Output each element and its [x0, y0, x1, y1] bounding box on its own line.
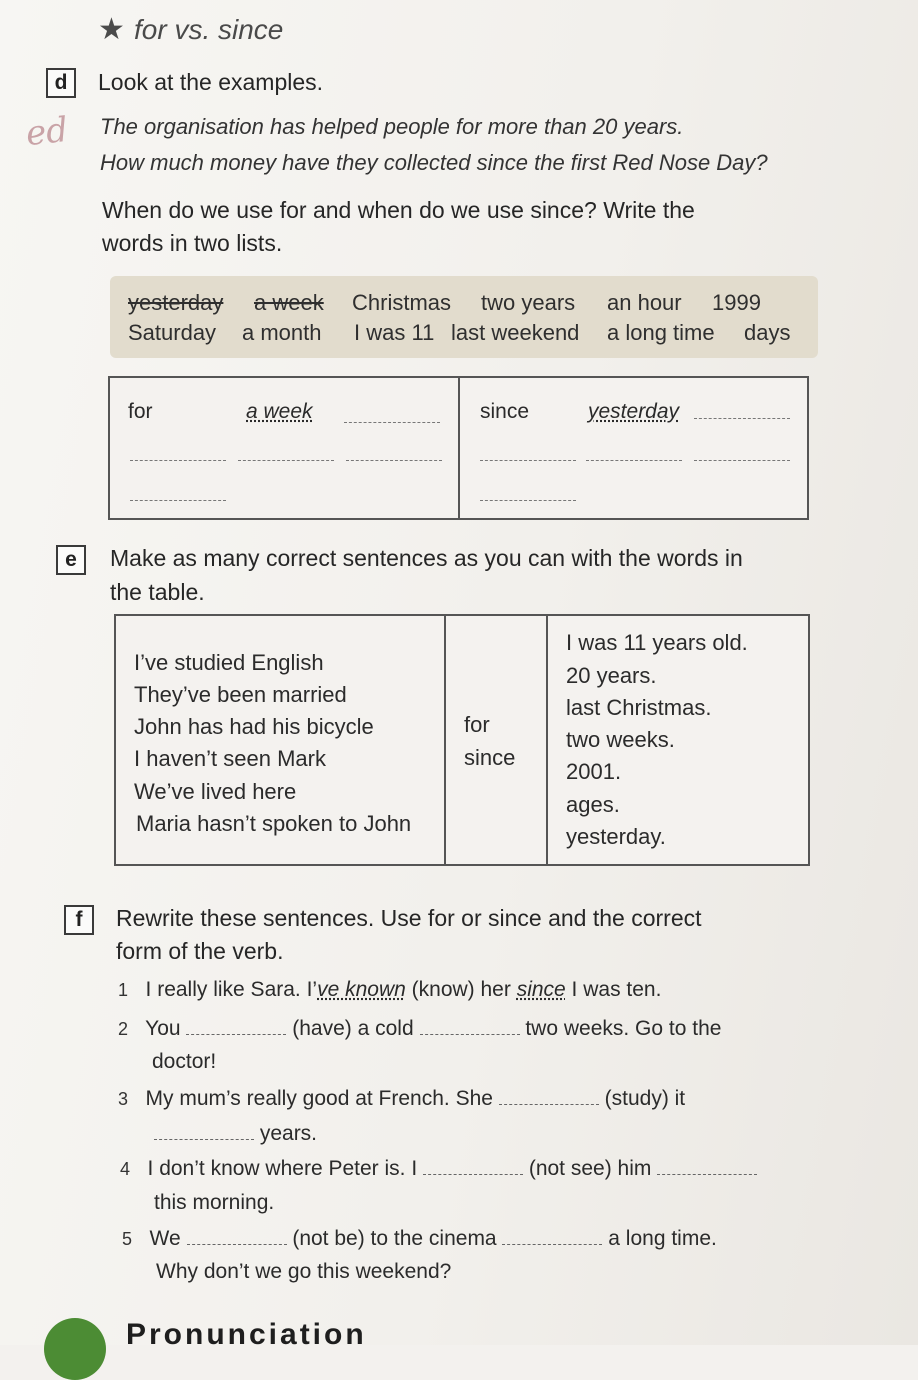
item-text: years. [254, 1122, 318, 1145]
answer-blank[interactable] [586, 460, 682, 461]
answer-blank[interactable] [657, 1156, 757, 1175]
item-continuation [154, 1121, 317, 1146]
item-answer: ve known [317, 978, 406, 1001]
answer-blank[interactable] [499, 1086, 599, 1105]
word-bank-item: I was 11 [354, 320, 435, 345]
answer-blank[interactable] [480, 460, 576, 461]
for-answer: a week [246, 400, 313, 423]
item-text: I don’t know where Peter is. I [147, 1157, 423, 1180]
item-text: I was ten. [565, 978, 662, 1001]
table-subject: I haven’t seen Mark [134, 746, 326, 771]
exercise-f-instruction-line2: form of the verb. [116, 938, 284, 964]
section-number-badge [44, 1318, 106, 1380]
exercise-e-instruction-line2: the table. [110, 579, 205, 605]
item-text: (have) a cold [286, 1017, 420, 1040]
table-subject: They’ve been married [134, 682, 347, 707]
table-divider [546, 616, 548, 864]
exercise-f-instruction-line1: Rewrite these sentences. Use for or since and the correct [116, 905, 702, 931]
exercise-item-1 [118, 978, 661, 1002]
word-bank-item: a long time [607, 320, 715, 345]
table-ending: last Christmas. [566, 695, 712, 720]
item-answer: since [516, 978, 566, 1001]
answer-blank[interactable] [187, 1226, 287, 1245]
word-bank-item: 1999 [712, 290, 761, 315]
item-number: 3 [118, 1089, 129, 1109]
sentence-table [114, 614, 810, 866]
answer-blank[interactable] [344, 422, 440, 423]
word-bank-item: two years [481, 290, 576, 315]
table-subject: Maria hasn’t spoken to John [136, 811, 412, 836]
exercise-d-question-line1: When do we use for and when do we use since? Write the [102, 197, 695, 223]
word-bank-item: a week [254, 290, 324, 315]
table-ending: ages. [566, 792, 620, 817]
item-text: We [149, 1227, 187, 1250]
exercise-item-3 [118, 1086, 685, 1111]
exercise-label-f: f [64, 905, 94, 935]
item-continuation: this morning. [154, 1191, 275, 1214]
answer-blank[interactable] [346, 460, 442, 461]
item-number: 1 [118, 980, 129, 1000]
table-ending: 20 years. [566, 663, 657, 688]
word-bank-item: Christmas [352, 290, 452, 315]
handwritten-margin-note: ed [24, 109, 70, 155]
answer-blank[interactable] [420, 1016, 520, 1035]
word-bank-item: a month [242, 320, 322, 345]
example-sentence-1: The organisation has helped people for more than 20 years. [100, 114, 684, 139]
table-connector: since [464, 745, 516, 770]
item-number: 2 [118, 1019, 129, 1039]
item-number: 4 [120, 1159, 131, 1179]
table-subject: John has had his bicycle [134, 714, 374, 739]
next-section-title: Pronunciation [126, 1318, 367, 1351]
exercise-d-question-line2: words in two lists. [102, 230, 283, 256]
item-continuation: doctor! [152, 1050, 217, 1073]
for-column-header: for [128, 400, 153, 423]
item-continuation: Why don’t we go this weekend? [156, 1260, 452, 1283]
table-ending: yesterday. [566, 824, 666, 849]
exercise-label-e: e [56, 545, 86, 575]
exercise-d-instruction: Look at the examples. [98, 69, 324, 95]
answer-blank[interactable] [502, 1226, 602, 1245]
section-title: for vs. since [134, 14, 284, 45]
word-bank-item: an hour [607, 290, 682, 315]
exercise-item-2 [118, 1016, 721, 1041]
answer-blank[interactable] [480, 500, 576, 501]
item-number: 5 [122, 1229, 133, 1249]
answer-blank[interactable] [238, 460, 334, 461]
table-ending: two weeks. [566, 727, 675, 752]
word-bank-item: yesterday [128, 290, 224, 315]
item-text: You [145, 1017, 187, 1040]
since-answer: yesterday [588, 400, 680, 423]
exercise-label-d: d [46, 68, 76, 98]
item-text: two weeks. Go to the [519, 1017, 722, 1040]
item-text: (not be) to the cinema [286, 1227, 503, 1250]
item-text: My mum’s really good at French. She [145, 1087, 499, 1110]
item-text: a long time. [602, 1227, 717, 1250]
item-text: I really like Sara. I’ [145, 978, 318, 1001]
table-ending: I was 11 years old. [566, 630, 748, 655]
answer-blank[interactable] [423, 1156, 523, 1175]
answer-blank[interactable] [186, 1016, 286, 1035]
answer-blank[interactable] [130, 460, 226, 461]
table-subject: We’ve lived here [134, 779, 297, 804]
table-subject: I’ve studied English [134, 650, 324, 675]
word-bank-item: days [744, 320, 791, 345]
since-column-header: since [480, 400, 530, 423]
word-bank-item: Saturday [128, 320, 217, 345]
exercise-item-4 [120, 1156, 757, 1181]
item-text: (know) her [405, 978, 517, 1001]
for-since-list [108, 376, 809, 520]
example-sentence-2: How much money have they collected since the first Red Nose Day? [100, 150, 768, 175]
table-connector: for [464, 712, 490, 737]
exercise-item-5 [122, 1226, 717, 1251]
item-text: (study) it [598, 1087, 686, 1110]
table-divider [444, 616, 446, 864]
word-bank [110, 276, 818, 358]
word-bank-item: last weekend [451, 320, 580, 345]
exercise-e-instruction-line1: Make as many correct sentences as you can with the words in [110, 545, 743, 571]
column-divider [458, 378, 460, 518]
answer-blank[interactable] [694, 460, 790, 461]
star-icon: ★ [98, 13, 125, 46]
answer-blank[interactable] [154, 1121, 254, 1140]
answer-blank[interactable] [130, 500, 226, 501]
answer-blank[interactable] [694, 418, 790, 419]
item-text: (not see) him [523, 1157, 658, 1180]
table-ending: 2001. [566, 759, 622, 784]
